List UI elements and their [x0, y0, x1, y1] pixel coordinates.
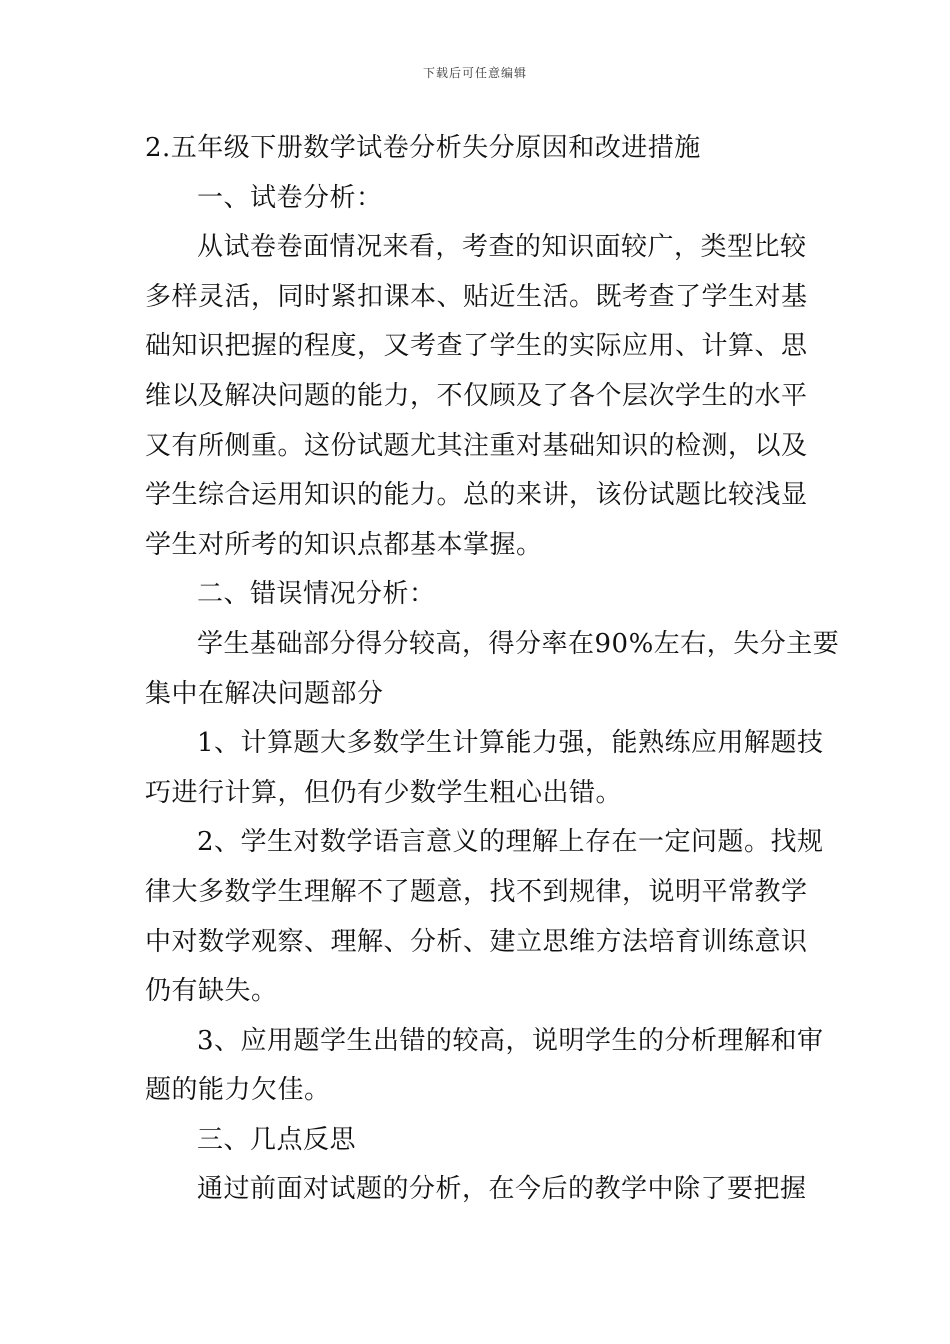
- text-line: 集中在解决问题部分: [145, 678, 384, 709]
- text-line: 一、试卷分析：: [197, 182, 383, 213]
- text-line: 1、计算题大多数学生计算能力强，能熟练应用解题技: [197, 728, 824, 759]
- text-line: 二、错误情况分析：: [197, 579, 436, 610]
- text-line: 通过前面对试题的分析，在今后的教学中除了要把握: [197, 1174, 807, 1205]
- text-line: 学生综合运用知识的能力。总的来讲，该份试题比较浅显: [145, 480, 808, 511]
- text-line: 题的能力欠佳。: [145, 1075, 331, 1106]
- text-line: 仍有缺失。: [145, 976, 278, 1007]
- text-line: 2、学生对数学语言意义的理解上存在一定问题。找规: [197, 827, 824, 858]
- text-line: 又有所侧重。这份试题尤其注重对基础知识的检测，以及: [145, 430, 808, 461]
- header-note: 下载后可任意编辑: [422, 66, 527, 80]
- text-line: 中对数学观察、理解、分析、建立思维方法培育训练意识: [145, 926, 808, 957]
- text-line: 多样灵活，同时紧扣课本、贴近生活。既考查了学生对基: [145, 281, 808, 312]
- text-line: 3、应用题学生出错的较高，说明学生的分析理解和审: [197, 1025, 824, 1056]
- text-line: 维以及解决问题的能力，不仅顾及了各个层次学生的水平: [145, 380, 808, 411]
- text-line: 巧进行计算，但仍有少数学生粗心出错。: [145, 777, 623, 808]
- text-line: 础知识把握的程度，又考查了学生的实际应用、计算、思: [145, 331, 808, 362]
- document-title: 2.五年级下册数学试卷分析失分原因和改进措施: [145, 133, 701, 163]
- text-line: 学生基础部分得分较高，得分率在90%左右，失分主要: [197, 628, 840, 659]
- text-line: 学生对所考的知识点都基本掌握。: [145, 529, 543, 560]
- text-line: 三、几点反思: [197, 1124, 357, 1155]
- document-body: [145, 124, 840, 1215]
- text-line: 从试卷卷面情况来看，考查的知识面较广，类型比较: [197, 232, 807, 263]
- text-line: 律大多数学生理解不了题意，找不到规律，说明平常教学: [145, 876, 808, 907]
